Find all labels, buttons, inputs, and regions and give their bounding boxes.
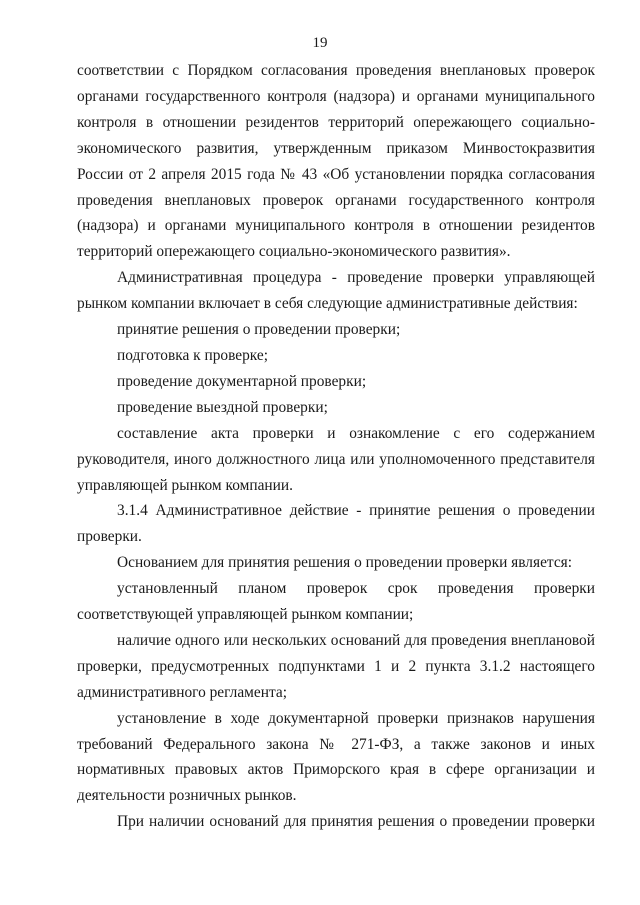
- list-item: проведение выездной проверки;: [117, 398, 328, 416]
- list-item: подготовка к проверке;: [117, 346, 269, 364]
- list-item: наличие одного или нескольких оснований для проведения внеплановой проверки, предусмотренных подпунктами 1 и 2 пункта 3.1.2 настоящего административного регламента;: [77, 631, 595, 701]
- list-item: установленный планом проверок срок проведения проверки соответствующей управляющей рынком компании;: [77, 580, 595, 624]
- section-heading-3-1-4: 3.1.4 Административное действие - принятие решения о проведении проверки.: [77, 502, 595, 546]
- paragraph-continuation: соответствии с Порядком согласования проведения внеплановых проверок органами государственного контроля (надзора) и органами муниципального контроля в отношении резидентов территорий опережающего социально-экономического развития, утвержденным приказом Минвостокразвития России от 2 апреля 2015 года № 43 «Об установлении порядка согласования проведения внеплановых проверок органами государственного контроля (надзора) и органами муниципального контроля в отношении резидентов территорий опережающего социально-экономического развития».: [77, 62, 595, 261]
- list-item: проведение документарной проверки;: [117, 372, 367, 390]
- page-number: 19: [312, 35, 328, 51]
- document-body: [77, 58, 595, 835]
- list-item: составление акта проверки и ознакомление с его содержанием руководителя, иного должностного лица или уполномоченного представителя управляющей рынком компании.: [77, 424, 595, 494]
- list-item: принятие решения о проведении проверки;: [117, 321, 401, 339]
- paragraph-continues-next-page: При наличии оснований для принятия решения о проведении проверки: [117, 813, 595, 831]
- paragraph-grounds-intro: Основанием для принятия решения о проведении проверки является:: [117, 554, 573, 572]
- list-item: установление в ходе документарной проверки признаков нарушения требований Федерального закона № 271-ФЗ, а также законов и иных нормативных правовых актов Приморского края в сфере организации и деятельности розничных рынков.: [77, 709, 595, 805]
- paragraph-procedure-intro: Административная процедура - проведение проверки управляющей рынком компании включает в себя следующие административные действия:: [77, 269, 595, 313]
